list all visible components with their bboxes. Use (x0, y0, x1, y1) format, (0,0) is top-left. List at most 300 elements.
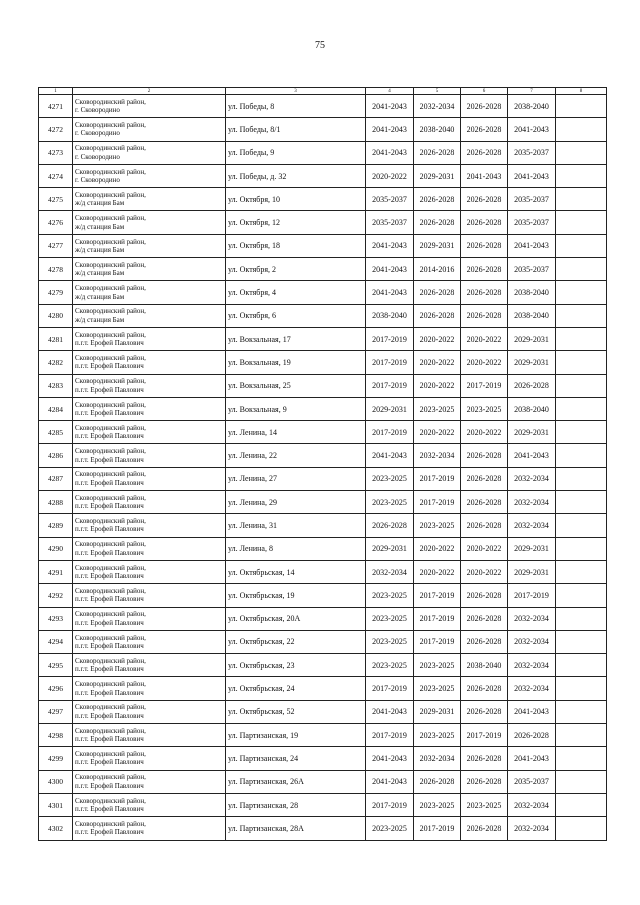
district-cell (73, 793, 226, 816)
period-cell: 2023-2025 (366, 654, 414, 677)
row-number: 4290 (39, 537, 73, 560)
period-cell: 2020-2022 (461, 351, 508, 374)
address-cell: ул. Победы, 8 (226, 95, 366, 118)
district-cell (73, 700, 226, 723)
row-number: 4292 (39, 584, 73, 607)
period-cell: 2032-2034 (508, 514, 556, 537)
address-cell: ул. Октябрьская, 52 (226, 700, 366, 723)
period-cell: 2032-2034 (508, 630, 556, 653)
period-cell: 2020-2022 (461, 560, 508, 583)
extra-cell (556, 654, 607, 677)
locality-name: ж/д станция Бам (75, 199, 125, 208)
row-number: 4280 (39, 304, 73, 327)
period-cell: 2020-2022 (414, 537, 461, 560)
period-cell: 2026-2028 (461, 630, 508, 653)
housing-registry-table (38, 87, 607, 841)
row-number: 4275 (39, 188, 73, 211)
table-row (39, 211, 607, 234)
district-cell (73, 491, 226, 514)
period-cell: 2035-2037 (508, 211, 556, 234)
period-cell: 2017-2019 (366, 724, 414, 747)
district-cell (73, 327, 226, 350)
extra-cell (556, 817, 607, 840)
row-number: 4288 (39, 491, 73, 514)
locality-name: ж/д станция Бам (75, 222, 125, 231)
district-name: Сковородинский район, (75, 260, 146, 269)
table-row (39, 817, 607, 840)
table-row (39, 188, 607, 211)
locality-name: ж/д станция Бам (75, 292, 125, 301)
row-number: 4287 (39, 467, 73, 490)
period-cell: 2041-2043 (508, 118, 556, 141)
extra-cell (556, 327, 607, 350)
period-cell: 2026-2028 (461, 817, 508, 840)
address-cell: ул. Партизанская, 28 (226, 793, 366, 816)
row-number: 4283 (39, 374, 73, 397)
district-name: Сковородинский район, (75, 190, 146, 199)
district-cell (73, 747, 226, 770)
district-name: Сковородинский район, (75, 493, 146, 502)
row-number: 4278 (39, 258, 73, 281)
district-name: Сковородинский район, (75, 167, 146, 176)
extra-cell (556, 630, 607, 653)
district-name: Сковородинский район, (75, 470, 146, 479)
district-name: Сковородинский район, (75, 307, 146, 316)
column-header: 1 (39, 88, 73, 95)
period-cell: 2038-2040 (366, 304, 414, 327)
period-cell: 2023-2025 (414, 793, 461, 816)
locality-name: п.г.т. Ерофей Павлович (75, 339, 144, 348)
district-cell (73, 770, 226, 793)
row-number: 4293 (39, 607, 73, 630)
period-cell: 2029-2031 (366, 397, 414, 420)
district-name: Сковородинский район, (75, 586, 146, 595)
period-cell: 2032-2034 (508, 491, 556, 514)
extra-cell (556, 444, 607, 467)
period-cell: 2035-2037 (508, 258, 556, 281)
period-cell: 2038-2040 (461, 654, 508, 677)
district-name: Сковородинский район, (75, 680, 146, 689)
address-cell: ул. Октября, 6 (226, 304, 366, 327)
period-cell: 2032-2034 (508, 654, 556, 677)
extra-cell (556, 677, 607, 700)
district-name: Сковородинский район, (75, 237, 146, 246)
extra-cell (556, 537, 607, 560)
period-cell: 2020-2022 (414, 374, 461, 397)
district-name: Сковородинский район, (75, 377, 146, 386)
district-cell (73, 141, 226, 164)
district-cell (73, 397, 226, 420)
period-cell: 2020-2022 (414, 560, 461, 583)
district-name: Сковородинский район, (75, 400, 146, 409)
period-cell: 2026-2028 (461, 258, 508, 281)
locality-name: п.г.т. Ерофей Павлович (75, 455, 144, 464)
period-cell: 2041-2043 (461, 164, 508, 187)
period-cell: 2020-2022 (414, 351, 461, 374)
period-cell: 2017-2019 (414, 467, 461, 490)
table-row (39, 747, 607, 770)
period-cell: 2038-2040 (414, 118, 461, 141)
district-cell (73, 421, 226, 444)
district-cell (73, 560, 226, 583)
period-cell: 2026-2028 (461, 584, 508, 607)
period-cell: 2017-2019 (461, 724, 508, 747)
address-cell: ул. Вокзальная, 9 (226, 397, 366, 420)
locality-name: г. Сковородино (75, 176, 120, 185)
period-cell: 2026-2028 (461, 770, 508, 793)
district-cell (73, 374, 226, 397)
period-cell: 2014-2016 (414, 258, 461, 281)
period-cell: 2041-2043 (366, 700, 414, 723)
period-cell: 2017-2019 (508, 584, 556, 607)
district-cell (73, 584, 226, 607)
address-cell: ул. Победы, 8/1 (226, 118, 366, 141)
district-cell (73, 234, 226, 257)
period-cell: 2026-2028 (461, 514, 508, 537)
extra-cell (556, 770, 607, 793)
district-name: Сковородинский район, (75, 97, 146, 106)
locality-name: п.г.т. Ерофей Павлович (75, 688, 144, 697)
extra-cell (556, 351, 607, 374)
period-cell: 2026-2028 (461, 118, 508, 141)
period-cell: 2026-2028 (461, 211, 508, 234)
address-cell: ул. Партизанская, 28А (226, 817, 366, 840)
table-row (39, 281, 607, 304)
district-name: Сковородинский район, (75, 284, 146, 293)
table-row (39, 700, 607, 723)
district-cell (73, 654, 226, 677)
table-row (39, 537, 607, 560)
period-cell: 2041-2043 (366, 747, 414, 770)
table-body (39, 95, 607, 841)
table-row (39, 234, 607, 257)
extra-cell (556, 374, 607, 397)
address-cell: ул. Партизанская, 19 (226, 724, 366, 747)
row-number: 4276 (39, 211, 73, 234)
address-cell: ул. Ленина, 8 (226, 537, 366, 560)
row-number: 4297 (39, 700, 73, 723)
period-cell: 2026-2028 (461, 491, 508, 514)
locality-name: п.г.т. Ерофей Павлович (75, 665, 144, 674)
extra-cell (556, 95, 607, 118)
period-cell: 2020-2022 (461, 537, 508, 560)
period-cell: 2032-2034 (414, 444, 461, 467)
row-number: 4291 (39, 560, 73, 583)
district-cell (73, 164, 226, 187)
period-cell: 2029-2031 (508, 421, 556, 444)
district-cell (73, 724, 226, 747)
district-name: Сковородинский район, (75, 144, 146, 153)
period-cell: 2032-2034 (366, 560, 414, 583)
period-cell: 2020-2022 (461, 421, 508, 444)
row-number: 4273 (39, 141, 73, 164)
table-row (39, 514, 607, 537)
column-header: 5 (414, 88, 461, 95)
row-number: 4296 (39, 677, 73, 700)
district-name: Сковородинский район, (75, 423, 146, 432)
period-cell: 2029-2031 (508, 537, 556, 560)
table-row (39, 444, 607, 467)
locality-name: п.г.т. Ерофей Павлович (75, 502, 144, 511)
address-cell: ул. Октябрьская, 20А (226, 607, 366, 630)
address-cell: ул. Октября, 2 (226, 258, 366, 281)
district-name: Сковородинский район, (75, 540, 146, 549)
period-cell: 2029-2031 (508, 327, 556, 350)
period-cell: 2026-2028 (508, 724, 556, 747)
locality-name: ж/д станция Бам (75, 315, 125, 324)
locality-name: п.г.т. Ерофей Павлович (75, 758, 144, 767)
table-row (39, 95, 607, 118)
table-row (39, 584, 607, 607)
period-cell: 2026-2028 (461, 188, 508, 211)
period-cell: 2038-2040 (508, 95, 556, 118)
locality-name: п.г.т. Ерофей Павлович (75, 641, 144, 650)
row-number: 4282 (39, 351, 73, 374)
locality-name: ж/д станция Бам (75, 269, 125, 278)
table-row (39, 351, 607, 374)
period-cell: 2041-2043 (366, 770, 414, 793)
column-header: 7 (508, 88, 556, 95)
period-cell: 2041-2043 (366, 118, 414, 141)
period-cell: 2035-2037 (366, 211, 414, 234)
district-name: Сковородинский район, (75, 703, 146, 712)
table-row (39, 724, 607, 747)
period-cell: 2023-2025 (366, 584, 414, 607)
district-cell (73, 304, 226, 327)
locality-name: п.г.т. Ерофей Павлович (75, 572, 144, 581)
district-name: Сковородинский район, (75, 214, 146, 223)
period-cell: 2026-2028 (461, 607, 508, 630)
address-cell: ул. Ленина, 31 (226, 514, 366, 537)
address-cell: ул. Октябрьская, 23 (226, 654, 366, 677)
extra-cell (556, 467, 607, 490)
table-row (39, 421, 607, 444)
locality-name: п.г.т. Ерофей Павлович (75, 478, 144, 487)
period-cell: 2023-2025 (414, 514, 461, 537)
period-cell: 2023-2025 (461, 397, 508, 420)
extra-cell (556, 397, 607, 420)
period-cell: 2035-2037 (508, 188, 556, 211)
period-cell: 2026-2028 (461, 281, 508, 304)
period-cell: 2017-2019 (414, 491, 461, 514)
column-header: 4 (366, 88, 414, 95)
period-cell: 2017-2019 (366, 421, 414, 444)
period-cell: 2026-2028 (461, 467, 508, 490)
period-cell: 2026-2028 (461, 444, 508, 467)
table-row (39, 467, 607, 490)
locality-name: п.г.т. Ерофей Павлович (75, 805, 144, 814)
district-name: Сковородинский район, (75, 447, 146, 456)
period-cell: 2026-2028 (461, 95, 508, 118)
period-cell: 2023-2025 (366, 630, 414, 653)
period-cell: 2023-2025 (414, 654, 461, 677)
table-row (39, 374, 607, 397)
district-name: Сковородинский район, (75, 656, 146, 665)
period-cell: 2017-2019 (366, 374, 414, 397)
locality-name: п.г.т. Ерофей Павлович (75, 548, 144, 557)
extra-cell (556, 188, 607, 211)
district-cell (73, 444, 226, 467)
period-cell: 2029-2031 (508, 351, 556, 374)
page-number: 75 (315, 40, 325, 51)
period-cell: 2041-2043 (508, 700, 556, 723)
table-row (39, 118, 607, 141)
period-cell: 2032-2034 (508, 607, 556, 630)
row-number: 4271 (39, 95, 73, 118)
column-header: 2 (73, 88, 226, 95)
row-number: 4281 (39, 327, 73, 350)
district-cell (73, 514, 226, 537)
column-header: 6 (461, 88, 508, 95)
table-row (39, 677, 607, 700)
period-cell: 2029-2031 (414, 234, 461, 257)
extra-cell (556, 584, 607, 607)
period-cell: 2041-2043 (366, 141, 414, 164)
period-cell: 2026-2028 (461, 677, 508, 700)
period-cell: 2017-2019 (366, 327, 414, 350)
locality-name: г. Сковородино (75, 152, 120, 161)
address-cell: ул. Октябрьская, 22 (226, 630, 366, 653)
extra-cell (556, 281, 607, 304)
row-number: 4295 (39, 654, 73, 677)
address-cell: ул. Партизанская, 26А (226, 770, 366, 793)
row-number: 4279 (39, 281, 73, 304)
period-cell: 2023-2025 (366, 491, 414, 514)
district-name: Сковородинский район, (75, 330, 146, 339)
period-cell: 2023-2025 (461, 793, 508, 816)
table-row (39, 304, 607, 327)
table-row (39, 327, 607, 350)
period-cell: 2026-2028 (461, 304, 508, 327)
table-row (39, 397, 607, 420)
address-cell: ул. Победы, 9 (226, 141, 366, 164)
period-cell: 2041-2043 (366, 281, 414, 304)
period-cell: 2026-2028 (414, 281, 461, 304)
address-cell: ул. Октябрьская, 14 (226, 560, 366, 583)
locality-name: п.г.т. Ерофей Павлович (75, 828, 144, 837)
period-cell: 2017-2019 (366, 793, 414, 816)
district-cell (73, 607, 226, 630)
period-cell: 2017-2019 (461, 374, 508, 397)
period-cell: 2029-2031 (414, 700, 461, 723)
period-cell: 2017-2019 (414, 607, 461, 630)
locality-name: п.г.т. Ерофей Павлович (75, 781, 144, 790)
period-cell: 2017-2019 (414, 584, 461, 607)
period-cell: 2017-2019 (366, 677, 414, 700)
period-cell: 2026-2028 (461, 747, 508, 770)
column-header: 8 (556, 88, 607, 95)
table-row (39, 164, 607, 187)
period-cell: 2023-2025 (414, 677, 461, 700)
district-name: Сковородинский район, (75, 563, 146, 572)
table-row (39, 141, 607, 164)
district-cell (73, 817, 226, 840)
row-number: 4272 (39, 118, 73, 141)
period-cell: 2035-2037 (508, 770, 556, 793)
row-number: 4300 (39, 770, 73, 793)
row-number: 4286 (39, 444, 73, 467)
column-header: 3 (226, 88, 366, 95)
table-row (39, 770, 607, 793)
locality-name: ж/д станция Бам (75, 245, 125, 254)
row-number: 4284 (39, 397, 73, 420)
period-cell: 2026-2028 (414, 211, 461, 234)
locality-name: п.г.т. Ерофей Павлович (75, 432, 144, 441)
period-cell: 2041-2043 (508, 164, 556, 187)
locality-name: п.г.т. Ерофей Павлович (75, 525, 144, 534)
period-cell: 2026-2028 (461, 141, 508, 164)
district-cell (73, 537, 226, 560)
address-cell: ул. Вокзальная, 17 (226, 327, 366, 350)
extra-cell (556, 304, 607, 327)
address-cell: ул. Ленина, 29 (226, 491, 366, 514)
period-cell: 2023-2025 (414, 724, 461, 747)
district-name: Сковородинский район, (75, 773, 146, 782)
table-row (39, 560, 607, 583)
address-cell: ул. Вокзальная, 25 (226, 374, 366, 397)
row-number: 4302 (39, 817, 73, 840)
extra-cell (556, 141, 607, 164)
period-cell: 2029-2031 (414, 164, 461, 187)
extra-cell (556, 211, 607, 234)
extra-cell (556, 700, 607, 723)
period-cell: 2038-2040 (508, 397, 556, 420)
locality-name: п.г.т. Ерофей Павлович (75, 409, 144, 417)
period-cell: 2041-2043 (366, 234, 414, 257)
period-cell: 2026-2028 (414, 141, 461, 164)
district-cell (73, 281, 226, 304)
address-cell: ул. Октября, 12 (226, 211, 366, 234)
period-cell: 2023-2025 (414, 397, 461, 420)
table-row (39, 491, 607, 514)
district-name: Сковородинский район, (75, 726, 146, 735)
address-cell: ул. Победы, д. 32 (226, 164, 366, 187)
period-cell: 2017-2019 (414, 817, 461, 840)
row-number: 4298 (39, 724, 73, 747)
address-cell: ул. Ленина, 22 (226, 444, 366, 467)
table-row (39, 654, 607, 677)
table-row (39, 630, 607, 653)
period-cell: 2041-2043 (366, 95, 414, 118)
extra-cell (556, 747, 607, 770)
district-cell (73, 95, 226, 118)
period-cell: 2032-2034 (508, 467, 556, 490)
period-cell: 2032-2034 (508, 817, 556, 840)
locality-name: г. Сковородино (75, 106, 120, 115)
period-cell: 2020-2022 (461, 327, 508, 350)
district-cell (73, 630, 226, 653)
district-cell (73, 467, 226, 490)
locality-name: п.г.т. Ерофей Павлович (75, 711, 144, 720)
district-name: Сковородинский район, (75, 121, 146, 130)
period-cell: 2035-2037 (366, 188, 414, 211)
district-cell (73, 118, 226, 141)
table-header-row (39, 88, 607, 95)
extra-cell (556, 118, 607, 141)
district-name: Сковородинский район, (75, 517, 146, 526)
row-number: 4277 (39, 234, 73, 257)
row-number: 4299 (39, 747, 73, 770)
extra-cell (556, 607, 607, 630)
extra-cell (556, 258, 607, 281)
row-number: 4289 (39, 514, 73, 537)
period-cell: 2032-2034 (414, 747, 461, 770)
extra-cell (556, 560, 607, 583)
extra-cell (556, 164, 607, 187)
extra-cell (556, 514, 607, 537)
period-cell: 2023-2025 (366, 817, 414, 840)
locality-name: п.г.т. Ерофей Павлович (75, 385, 144, 394)
